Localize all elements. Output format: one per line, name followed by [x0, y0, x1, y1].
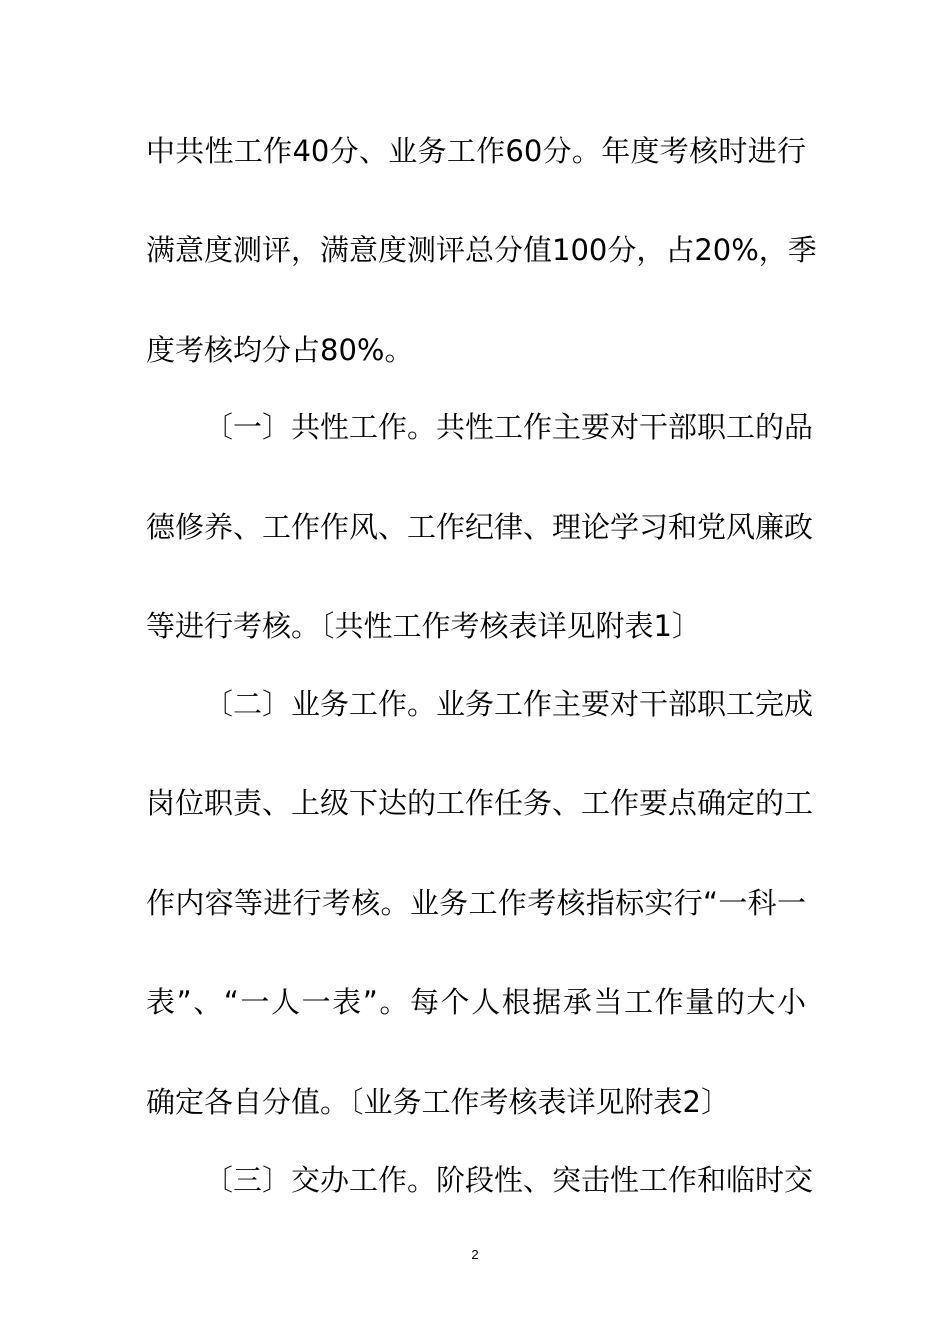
- paragraph-2-start: 〔二〕业务工作。业务工作主要对干部职工完成: [204, 687, 814, 721]
- text-line-1: 中共性工作40分、业务工作60分。年度考核时进行: [146, 134, 806, 168]
- paragraph-3-start: 〔三〕交办工作。阶段性、突击性工作和临时交: [204, 1163, 814, 1197]
- text-line-2: 满意度测评，满意度测评总分值100分，占20%，季: [146, 233, 817, 267]
- text-line-6: 等进行考核。〔共性工作考核表详见附表1〕: [146, 609, 701, 643]
- text-line-9: 作内容等进行考核。业务工作考核指标实行“一科一: [146, 886, 806, 920]
- text-line-8: 岗位职责、上级下达的工作任务、工作要点确定的工: [146, 786, 814, 820]
- text-line-3: 度考核均分占80%。: [146, 333, 414, 367]
- text-line-5: 德修养、工作作风、工作纪律、理论学习和党风廉政: [146, 510, 814, 544]
- text-line-11: 确定各自分值。〔业务工作考核表详见附表2〕: [146, 1085, 730, 1119]
- page-number: 2: [471, 1247, 479, 1262]
- text-line-10: 表”、“一人一表”。每个人根据承当工作量的大小: [146, 985, 806, 1019]
- paragraph-1-start: 〔一〕共性工作。共性工作主要对干部职工的品: [204, 410, 814, 444]
